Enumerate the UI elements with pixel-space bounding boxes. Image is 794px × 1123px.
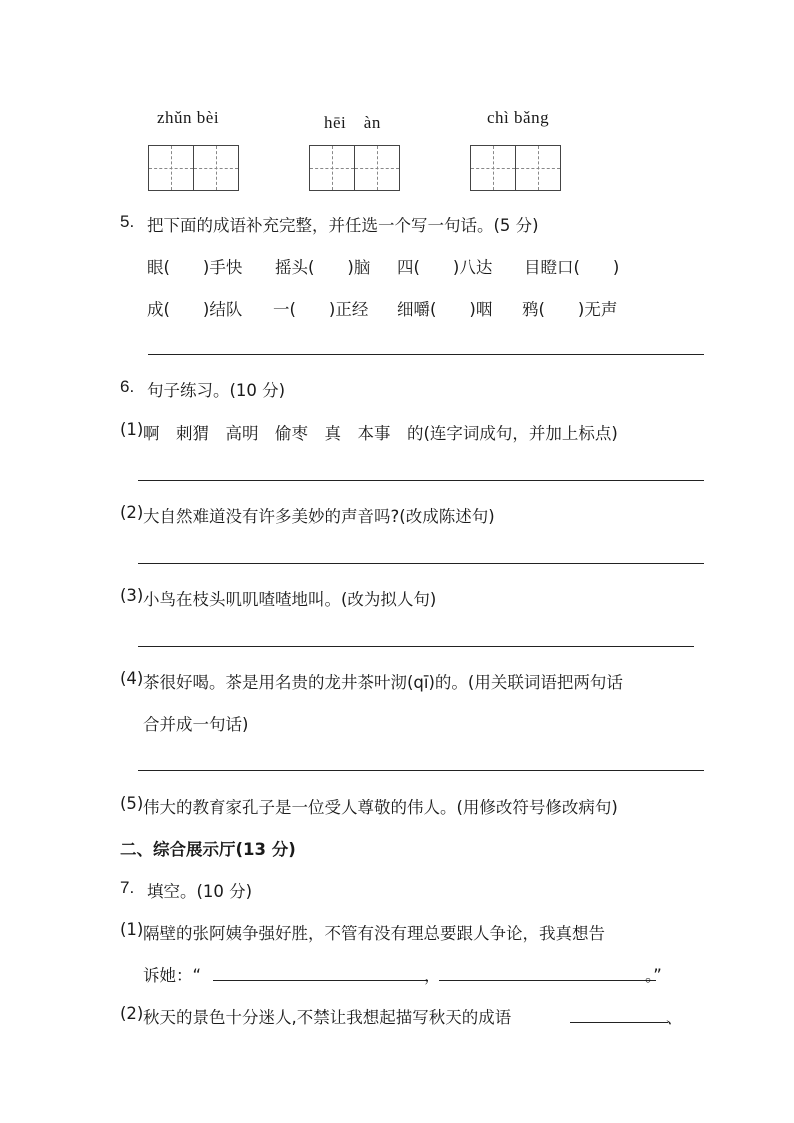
answer-line[interactable] <box>138 480 704 481</box>
fill-blank[interactable] <box>439 980 656 981</box>
sub-item-label: (1) <box>120 920 144 939</box>
sub-item-label: (3) <box>120 586 144 605</box>
question-number: 6. <box>120 377 135 396</box>
sub-item-text: 秋天的景色十分迷人,不禁让我想起描写秋天的成语 <box>143 1008 512 1027</box>
grid-cell[interactable] <box>194 146 238 190</box>
grid-cell[interactable] <box>355 146 399 190</box>
answer-line[interactable] <box>138 646 694 647</box>
idiom-item: 一( )正经 <box>273 300 369 319</box>
idiom-item: 成( )结队 <box>147 300 243 319</box>
fill-blank[interactable] <box>570 1022 668 1023</box>
question-prompt: 句子练习。(10 分) <box>147 381 286 400</box>
pinyin-label: chì bǎng <box>487 108 550 127</box>
punctuation: 。” <box>645 966 662 985</box>
writing-grid[interactable] <box>309 145 400 191</box>
idiom-item: 细嚼( )咽 <box>397 300 493 319</box>
writing-grid[interactable] <box>470 145 561 191</box>
sub-item-text: 大自然难道没有许多美妙的声音吗?(改成陈述句) <box>143 507 495 526</box>
idiom-item: 鸦( )无声 <box>522 300 618 319</box>
sub-item-label: (1) <box>120 420 144 439</box>
sub-item-text-continued: 合并成一句话) <box>143 715 249 734</box>
answer-line[interactable] <box>138 563 704 564</box>
question-prompt: 把下面的成语补充完整，并任选一个写一句话。(5 分) <box>147 216 539 235</box>
idiom-item: 目瞪口( ) <box>524 258 620 277</box>
punctuation: 、 <box>666 1008 683 1027</box>
answer-line[interactable] <box>148 354 704 355</box>
grid-cell[interactable] <box>471 146 516 190</box>
writing-grid[interactable] <box>148 145 239 191</box>
sub-item-label: (5) <box>120 794 144 813</box>
sub-item-text: 啊 刺猬 高明 偷枣 真 本事 的(连字词成句，并加上标点) <box>143 424 618 443</box>
idiom-item: 眼( )手快 <box>147 258 243 277</box>
sub-item-text: 茶很好喝。茶是用名贵的龙井茶叶沏(qī)的。(用关联词语把两句话 <box>143 673 623 692</box>
sub-item-text: 隔壁的张阿姨争强好胜，不管有没有理总要跟人争论，我真想告 <box>143 924 605 943</box>
grid-cell[interactable] <box>149 146 194 190</box>
pinyin-label: zhǔn bèi <box>157 108 220 127</box>
sub-item-text-continued: 诉她：“ <box>143 966 202 985</box>
sub-item-text: 小鸟在枝头叽叽喳喳地叫。(改为拟人句) <box>143 590 437 609</box>
question-number: 7. <box>120 878 135 897</box>
question-prompt: 填空。(10 分) <box>147 882 253 901</box>
idiom-item: 摇头( )脑 <box>275 258 371 277</box>
sub-item-label: (4) <box>120 669 144 688</box>
sub-item-label: (2) <box>120 1004 144 1023</box>
grid-cell[interactable] <box>516 146 560 190</box>
pinyin-label: hēi àn <box>324 113 381 132</box>
sub-item-text: 伟大的教育家孔子是一位受人尊敬的伟人。(用修改符号修改病句) <box>143 798 618 817</box>
section-title: 二、综合展示厅(13 分) <box>120 840 296 859</box>
grid-cell[interactable] <box>310 146 355 190</box>
question-number: 5. <box>120 212 135 231</box>
punctuation: ， <box>424 966 441 985</box>
answer-line[interactable] <box>138 770 704 771</box>
fill-blank[interactable] <box>213 980 428 981</box>
idiom-item: 四( )八达 <box>397 258 493 277</box>
sub-item-label: (2) <box>120 503 144 522</box>
